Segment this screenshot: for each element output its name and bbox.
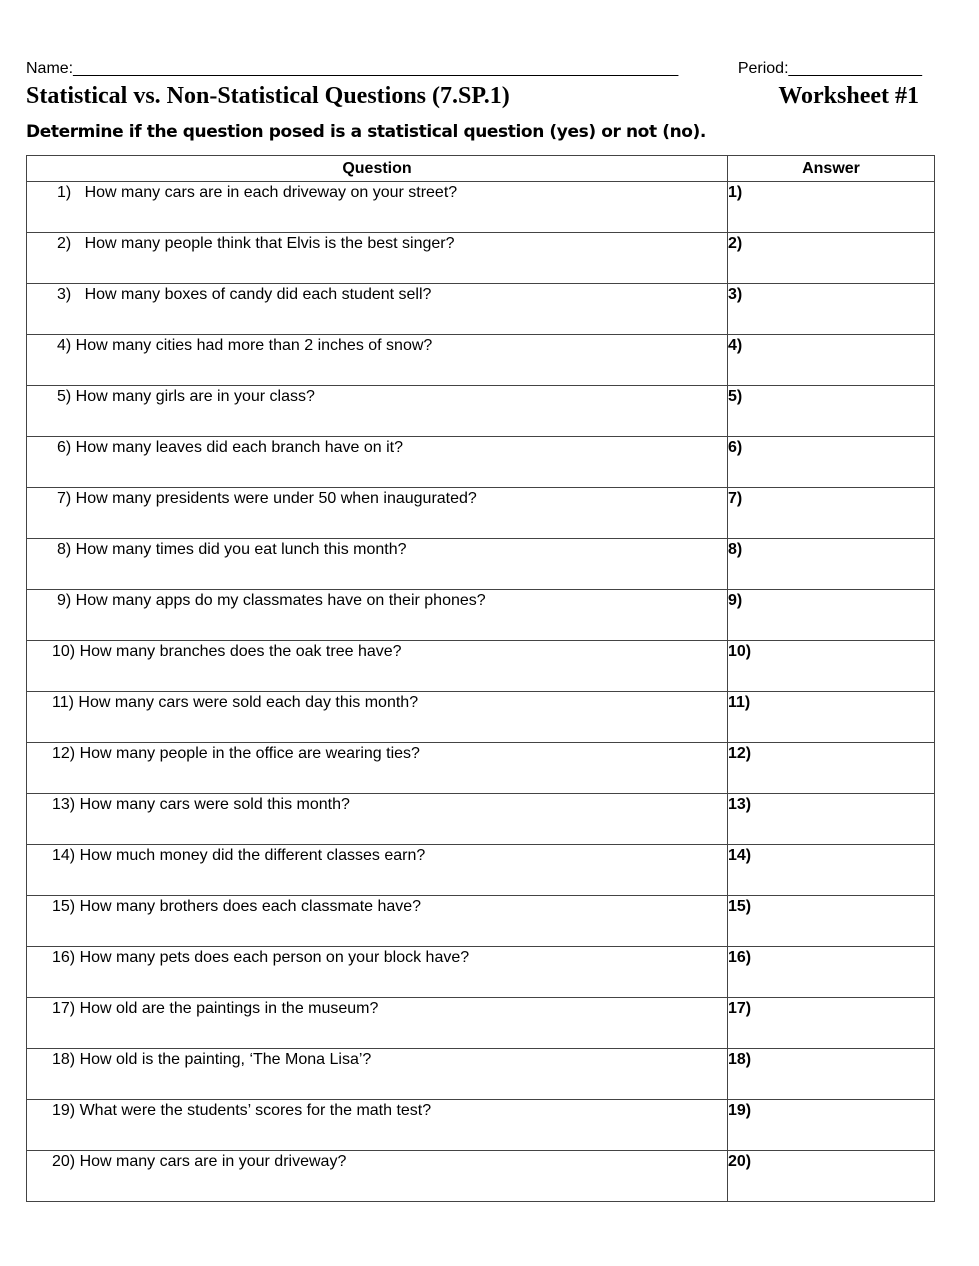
question-text: 4) How many cities had more than 2 inches of snow?	[27, 335, 728, 386]
name-period-line	[26, 59, 924, 79]
question-text: 7) How many presidents were under 50 when inaugurated?	[27, 488, 728, 539]
table-row	[27, 539, 935, 590]
answer-cell[interactable]: 2)	[728, 233, 935, 284]
table-row	[27, 1151, 935, 1202]
table-row	[27, 947, 935, 998]
table-row	[27, 386, 935, 437]
answer-cell[interactable]: 8)	[728, 539, 935, 590]
answer-cell[interactable]: 9)	[728, 590, 935, 641]
worksheet-number: Worksheet #1	[778, 83, 919, 109]
question-text: 16) How many pets does each person on your block have?	[27, 947, 728, 998]
table-row	[27, 692, 935, 743]
answer-cell[interactable]: 19)	[728, 1100, 935, 1151]
table-row	[27, 743, 935, 794]
question-text: 12) How many people in the office are wearing ties?	[27, 743, 728, 794]
table-row	[27, 284, 935, 335]
question-text: 1) How many cars are in each driveway on your street?	[27, 182, 728, 233]
instructions: Determine if the question posed is a statistical question (yes) or not (no).	[26, 122, 706, 142]
question-text: 9) How many apps do my classmates have on their phones?	[27, 590, 728, 641]
question-text: 11) How many cars were sold each day this month?	[27, 692, 728, 743]
answer-cell[interactable]: 11)	[728, 692, 935, 743]
answer-cell[interactable]: 15)	[728, 896, 935, 947]
answer-cell[interactable]: 1)	[728, 182, 935, 233]
table-row	[27, 233, 935, 284]
question-text: 6) How many leaves did each branch have on it?	[27, 437, 728, 488]
table-row	[27, 590, 935, 641]
answer-cell[interactable]: 4)	[728, 335, 935, 386]
answer-cell[interactable]: 20)	[728, 1151, 935, 1202]
table-row	[27, 845, 935, 896]
table-row	[27, 335, 935, 386]
table-row	[27, 896, 935, 947]
table-header-row	[27, 156, 935, 182]
question-text: 10) How many branches does the oak tree have?	[27, 641, 728, 692]
answer-column-header: Answer	[728, 156, 935, 182]
question-text: 5) How many girls are in your class?	[27, 386, 728, 437]
table-row	[27, 1100, 935, 1151]
question-text: 18) How old is the painting, ‘The Mona Lisa’?	[27, 1049, 728, 1100]
answer-cell[interactable]: 16)	[728, 947, 935, 998]
question-text: 19) What were the students’ scores for the math test?	[27, 1100, 728, 1151]
table-row	[27, 488, 935, 539]
question-column-header: Question	[27, 156, 728, 182]
answer-cell[interactable]: 12)	[728, 743, 935, 794]
answer-cell[interactable]: 7)	[728, 488, 935, 539]
table-row	[27, 641, 935, 692]
question-text: 2) How many people think that Elvis is the best singer?	[27, 233, 728, 284]
question-text: 15) How many brothers does each classmate have?	[27, 896, 728, 947]
answer-cell[interactable]: 3)	[728, 284, 935, 335]
answer-cell[interactable]: 5)	[728, 386, 935, 437]
questions-table	[26, 155, 935, 1202]
question-text: 17) How old are the paintings in the museum?	[27, 998, 728, 1049]
answer-cell[interactable]: 18)	[728, 1049, 935, 1100]
answer-cell[interactable]: 10)	[728, 641, 935, 692]
worksheet-title: Statistical vs. Non-Statistical Questions (7.SP.1)	[26, 83, 510, 109]
table-row	[27, 437, 935, 488]
question-text: 8) How many times did you eat lunch this month?	[27, 539, 728, 590]
question-text: 13) How many cars were sold this month?	[27, 794, 728, 845]
answer-cell[interactable]: 17)	[728, 998, 935, 1049]
question-text: 3) How many boxes of candy did each student sell?	[27, 284, 728, 335]
table-row	[27, 794, 935, 845]
question-text: 20) How many cars are in your driveway?	[27, 1151, 728, 1202]
table-row	[27, 998, 935, 1049]
table-row	[27, 1049, 935, 1100]
table-row	[27, 182, 935, 233]
question-text: 14) How much money did the different classes earn?	[27, 845, 728, 896]
answer-cell[interactable]: 13)	[728, 794, 935, 845]
answer-cell[interactable]: 14)	[728, 845, 935, 896]
name-field-label: Name:____________________________________________________________________	[26, 60, 679, 77]
period-field-label: Period:_______________	[734, 59, 922, 79]
answer-cell[interactable]: 6)	[728, 437, 935, 488]
title-row	[26, 82, 919, 110]
